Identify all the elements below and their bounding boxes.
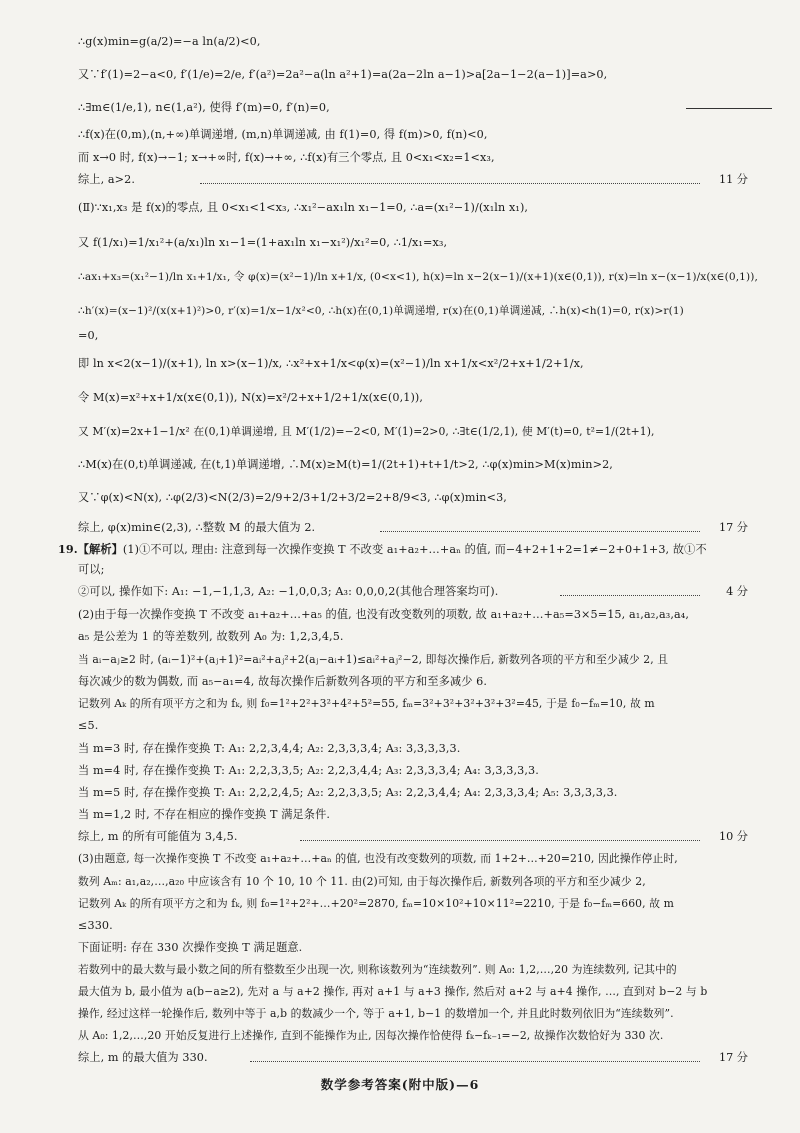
q19-label: 19.【解析】 <box>58 542 123 556</box>
text-line: 又∵φ(x)<N(x), ∴φ(2/3)<N(2/3)=2/9+2/3+1/2+3/2=2+8/9<3, ∴φ(x)min<3, <box>78 491 507 504</box>
text-line: ②可以, 操作如下: A₁: −1,−1,1,3, A₂: −1,0,0,3; A₃: 0,0,0,2(其他合理答案均可). <box>78 585 499 598</box>
text-line: ≤5. <box>78 719 99 732</box>
text-line: 综上, φ(x)min∈(2,3), ∴整数 M 的最大值为 2. <box>78 521 316 534</box>
text-line: 综上, m 的所有可能值为 3,4,5. <box>78 830 238 843</box>
text-line: 而 x→0 时, f(x)→−1; x→+∞时, f(x)→+∞, ∴f(x)有三个零点, 且 0<x₁<x₂=1<x₃, <box>78 151 495 164</box>
text-line: 当 m=5 时, 存在操作变换 T: A₁: 2,2,2,4,5; A₂: 2,2,3,3,5; A₃: 2,2,3,4,4; A₄: 2,3,3,3,4; A₅: 3,3,3,3,3. <box>78 786 618 799</box>
text-line: 又∵f′(1)=2−a<0, f′(1/e)=2/e, f′(a²)=2a²−a(ln a²+1)=a(2a−2ln a−1)>a[2a−1−2(a−1)]=a>0, <box>78 68 608 81</box>
dotted-leader <box>300 840 700 842</box>
text-line: a₅ 是公差为 1 的等差数列, 故数列 A₀ 为: 1,2,3,4,5. <box>78 630 344 643</box>
score-mark: 4 分 <box>726 585 748 598</box>
text-line: 令 M(x)=x²+x+1/x(x∈(0,1)), N(x)=x²/2+x+1/2+1/x(x∈(0,1)), <box>78 391 424 404</box>
text-line: =0, <box>78 329 99 342</box>
text-line: 可以; <box>78 563 105 576</box>
text-line: ∴g(x)min=g(a/2)=−a ln(a/2)<0, <box>78 35 261 48</box>
text-line: ∴h′(x)=(x−1)²/(x(x+1)²)>0, r′(x)=1/x−1/x²<0, ∴h(x)在(0,1)单调递增, r(x)在(0,1)单调递减, ∴h(x)<h(1)=0, r(x)>r(1) <box>78 305 684 317</box>
text-line: (Ⅱ)∵x₁,x₃ 是 f(x)的零点, 且 0<x₁<1<x₃, ∴x₁²−ax₁ln x₁−1=0, ∴a=(x₁²−1)/(x₁ln x₁), <box>78 201 529 214</box>
text-line: 记数列 Aₖ 的所有项平方之和为 fₖ, 则 f₀=1²+2²+3²+4²+5²=55, fₘ=3²+3²+3²+3²+3²=45, 于是 f₀−fₘ=10, 故 m <box>78 697 655 710</box>
dotted-leader <box>200 183 700 185</box>
text-line: (2)由于每一次操作变换 T 不改变 a₁+a₂+…+a₅ 的值, 也没有改变数列的项数, 故 a₁+a₂+…+a₅=3×5=15, a₁,a₂,a₃,a₄, <box>78 608 689 621</box>
score-mark: 11 分 <box>719 173 748 186</box>
text-line: 综上, m 的最大值为 330. <box>78 1051 208 1064</box>
dotted-leader <box>250 1061 700 1063</box>
text-line: 当 aᵢ−aⱼ≥2 时, (aᵢ−1)²+(aⱼ+1)²=aᵢ²+aⱼ²+2(aⱼ−aᵢ+1)≤aᵢ²+aⱼ²−2, 即每次操作后, 新数列各项的平方和至少减少 2, 且 <box>78 653 669 666</box>
text-line: ≤330. <box>78 919 113 932</box>
text-line: 下面证明: 存在 330 次操作变换 T 满足题意. <box>78 941 303 954</box>
text-line: ∴ax₁+x₃=(x₁²−1)/ln x₁+1/x₁, 令 φ(x)=(x²−1)/ln x+1/x, (0<x<1), h(x)=ln x−2(x−1)/(x+1)(x∈(0,1)), r(x)=ln x−(x−1)/x(x∈(0,1)), <box>78 271 758 283</box>
text-line: 当 m=4 时, 存在操作变换 T: A₁: 2,2,3,3,5; A₂: 2,2,3,4,4; A₃: 2,3,3,3,4; A₄: 3,3,3,3,3. <box>78 764 539 777</box>
text-line: 又 M′(x)=2x+1−1/x² 在(0,1)单调递增, 且 M′(1/2)=−2<0, M′(1)=2>0, ∴∃t∈(1/2,1), 使 M′(t)=0, t²=1/(2t+1), <box>78 425 655 438</box>
text-line: 最大值为 b, 最小值为 a(b−a≥2), 先对 a 与 a+2 操作, 再对 a+1 与 a+3 操作, 然后对 a+2 与 a+4 操作, …, 直到对 b−2 与 b <box>78 985 708 998</box>
text-line: 数列 Aₘ: a₁,a₂,…,a₂₀ 中应该含有 10 个 10, 10 个 11. 由(2)可知, 由于每次操作后, 新数列各项的平方和至少减少 2, <box>78 875 646 888</box>
page-footer: 数学参考答案(附中版)—6 <box>320 1077 480 1092</box>
text-line: 记数列 Aₖ 的所有项平方之和为 fₖ, 则 f₀=1²+2²+…+20²=2870, fₘ=10×10²+10×11²=2210, 于是 f₀−fₘ=660, 故 m <box>78 897 674 910</box>
text-line: ∴f(x)在(0,m),(n,+∞)单调递增, (m,n)单调递减, 由 f(1)=0, 得 f(m)>0, f(n)<0, <box>78 128 488 141</box>
text-line: 若数列中的最大数与最小数之间的所有整数至少出现一次, 则称该数列为“连续数列”. 则 A₀: 1,2,…,20 为连续数列, 记其中的 <box>78 963 677 976</box>
dotted-leader <box>560 595 700 597</box>
q19-text: (1)①不可以, 理由: 注意到每一次操作变换 T 不改变 a₁+a₂+…+aₙ 的值, 而−4+2+1+2=1≠−2+0+1+3, 故①不 <box>122 543 707 556</box>
score-mark: 17 分 <box>719 521 748 534</box>
text-line: 当 m=3 时, 存在操作变换 T: A₁: 2,2,3,4,4; A₂: 2,3,3,3,4; A₃: 3,3,3,3,3. <box>78 742 461 755</box>
text-line: ∴M(x)在(0,t)单调递减, 在(t,1)单调递增, ∴M(x)≥M(t)=1/(2t+1)+t+1/t>2, ∴φ(x)min>M(x)min>2, <box>78 458 613 471</box>
text-line: 综上, a>2. <box>78 173 136 186</box>
score-mark: 17 分 <box>719 1051 748 1064</box>
q19-line <box>58 542 772 557</box>
text-line: 即 ln x<2(x−1)/(x+1), ln x>(x−1)/x, ∴x²+x+1/x<φ(x)=(x²−1)/ln x+1/x<x²/2+x+1/2+1/x, <box>78 357 584 370</box>
text-line: 当 m=1,2 时, 不存在相应的操作变换 T 满足条件. <box>78 808 331 821</box>
text-line: 从 A₀: 1,2,…,20 开始反复进行上述操作, 直到不能操作为止, 因每次操作恰使得 fₖ−fₖ₋₁=−2, 故操作次数恰好为 330 次. <box>78 1029 664 1042</box>
dotted-leader <box>380 531 700 533</box>
text-line: 每次减少的数为偶数, 而 a₅−a₁=4, 故每次操作后新数列各项的平方和至多减少 6. <box>78 675 488 688</box>
text-line: (3)由题意, 每一次操作变换 T 不改变 a₁+a₂+…+aₙ 的值, 也没有改变数列的项数, 而 1+2+…+20=210, 因此操作停止时, <box>78 852 678 865</box>
score-mark: 10 分 <box>719 830 748 843</box>
text-line: ∴∃m∈(1/e,1), n∈(1,a²), 使得 f′(m)=0, f′(n)=0, <box>78 101 330 114</box>
text-line: 操作, 经过这样一轮操作后, 数列中等于 a,b 的数减少一个, 等于 a+1, b−1 的数增加一个, 并且此时数列依旧为“连续数列”. <box>78 1007 674 1020</box>
text-line: 又 f(1/x₁)=1/x₁²+(a/x₁)ln x₁−1=(1+ax₁ln x₁−x₁²)/x₁²=0, ∴1/x₁=x₃, <box>78 236 448 249</box>
